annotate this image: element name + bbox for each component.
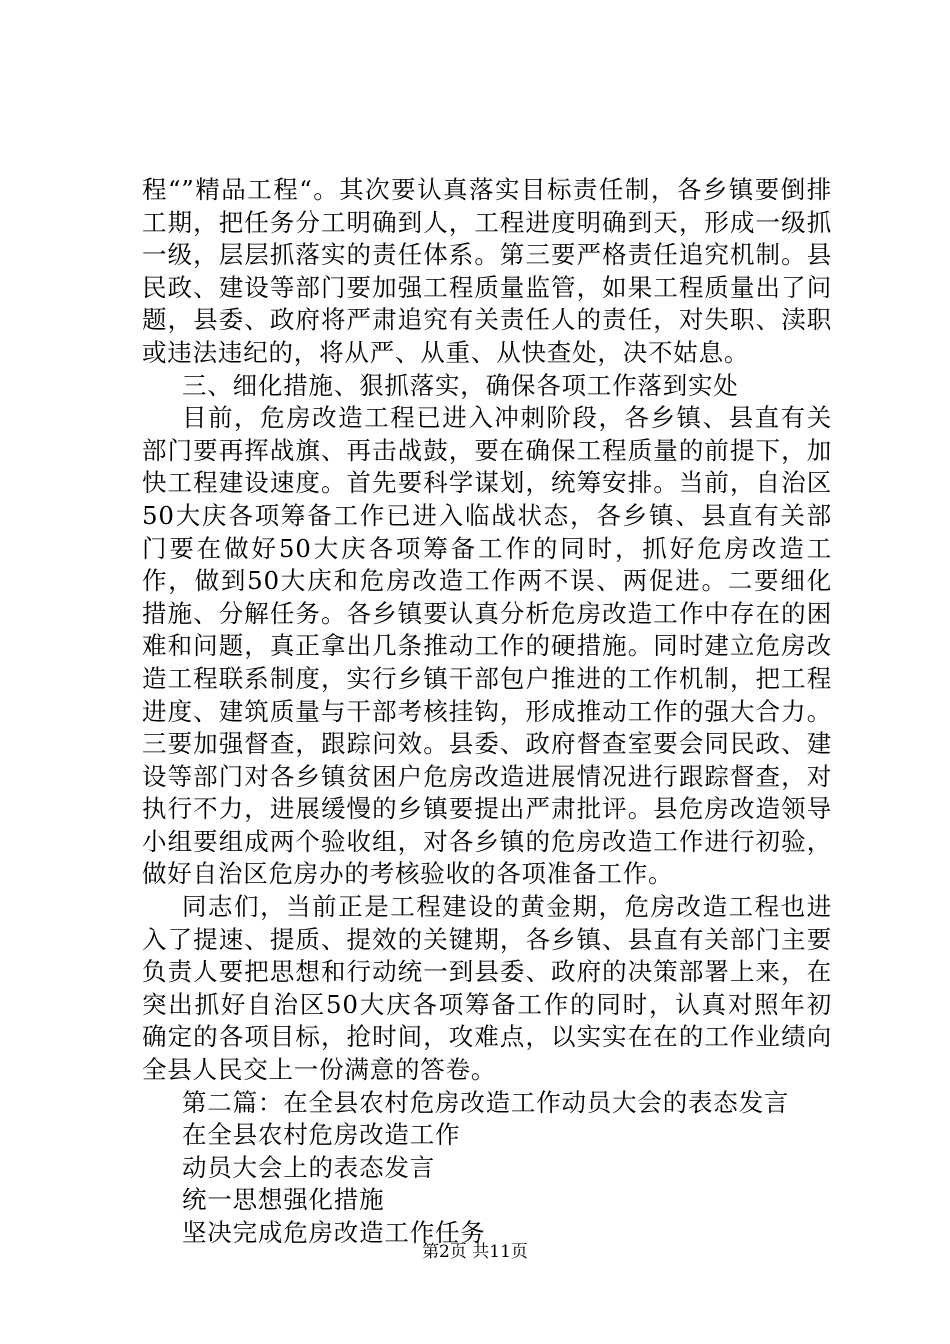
part-two-title: 第二篇：在全县农村危房改造工作动员大会的表态发言 [182,1087,790,1117]
part-two-subtitle-line-2: 动员大会上的表态发言 [182,1152,435,1182]
paragraph-continuation: 程“”精品工程“。其次要认真落实目标责任制，各乡镇要倒排工期，把任务分工明确到人，工程进度明确到天，形成一级抓一级，层层抓落实的责任体系。第三要严格责任追究机制。县民政、建设等部门要加强工程质量监管，如果工程质量出了问题，县委、政府将严肃追究有关责任人的责任，对失职、渎职或违法违纪的，将从严、从重、从快查处，决不姑息。 [142,175,832,367]
section-heading-three: 三、细化措施、狠抓落实，确保各项工作落到实处 [182,370,739,400]
paragraph-measures: 目前，危房改造工程已进入冲刺阶段，各乡镇、县直有关部门要再挥战旗、再击战鼓，要在确保工程质量的前提下，加快工程建设速度。首先要科学谋划，统筹安排。当前，自治区50大庆各项筹备工作已进入临战状态，各乡镇、县直有关部门要在做好50大庆各项筹备工作的同时，抓好危房改造工作，做到50大庆和危房改造工作两不误、两促进。二要细化措施、分解任务。各乡镇要认真分析危房改造工作中存在的困难和问题，真正拿出几条推动工作的硬措施。同时建立危房改造工程联系制度，实行乡镇干部包户推进的工作机制，把工程进度、建筑质量与干部考核挂钩，形成推动工作的强大合力。三要加强督查，跟踪问效。县委、政府督查室要会同民政、建设等部门对各乡镇贫困户危房改造进展情况进行跟踪督查，对执行不力，进展缓慢的乡镇要提出严肃批评。县危房改造领导小组要组成两个验收组，对各乡镇的危房改造工作进行初验，做好自治区危房办的考核验收的各项准备工作。 [142,403,832,889]
page-number-footer: 第2页 共11页 [422,1242,528,1262]
part-two-subtitle-line-4: 坚决完成危房改造工作任务 [182,1218,486,1247]
part-two-subtitle-line-3: 统一思想强化措施 [182,1185,385,1215]
paragraph-closing: 同志们，当前正是工程建设的黄金期，危房改造工程也进入了提速、提质、提效的关键期，各乡镇、县直有关部门主要负责人要把思想和行动统一到县委、政府的决策部署上来，在突出抓好自治区50大庆各项筹备工作的同时，认真对照年初确定的各项目标，抢时间，攻难点，以实实在在的工作业绩向全县人民交上一份满意的答卷。 [142,892,832,1085]
part-two-subtitle-line-1: 在全县农村危房改造工作 [182,1120,461,1150]
document-body [142,174,832,1250]
